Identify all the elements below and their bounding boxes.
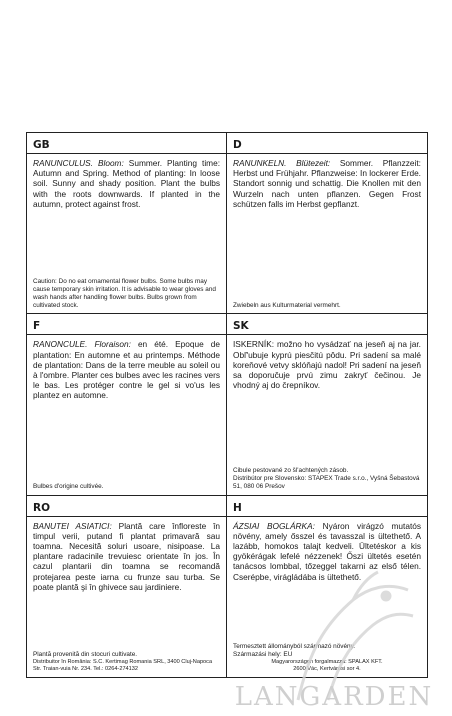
cell-footer [33, 483, 220, 491]
cell-footer [233, 467, 421, 490]
plant-name: RANUNKELN. Blütezeit: [233, 158, 331, 168]
cell-footer [233, 302, 421, 310]
footer-line: Termesztett állományból származó növény. [233, 643, 356, 651]
instructions: možno ho vysádzať na jeseň aj na jar. Obľ'ubuje kyprú piesčitú pôdu. Pri sadení sa malé koreňové vetvy sklóňajú nadol! Pri sadení na jeseň sa doporučuje prvú zimu zakryť čečinou. Je vhodný aj do črepníkov. [233, 339, 421, 391]
instructions: Plantă care înfloreste în timpul verii, putand fi plantat primavară sau toamna. Necesită soluri usoare, nisipoase. La plantare radacinile trevuiesc orientate în jos. În cazul plantarii din toamna se recomandă protejarea peste iarna cu frunze sau turba. Se poate plantă şi în ghivece sau jardiniere. [33, 520, 220, 592]
instructions: en été. Epoque de plantation: En automne et au printemps. Méthode de plantation: Dans de la terre meuble au soleil ou à l'ombre. Planter ces bulbes avec les racines vers le bas. Les protéger contre le gel si vo'us les plantez en automne. [33, 339, 221, 401]
footer-line: Cibule pestované zo šl'achtených zásob. [233, 467, 349, 475]
cell-footer [33, 278, 220, 309]
footer-line: Magyarországon forgalmazza: SPALAX KFT. [271, 658, 383, 665]
footer-line: Zwiebeln aus Kulturmaterial vermehrt. [233, 301, 341, 309]
language-code: D [227, 139, 427, 154]
instructions: Sommer. Pflanzzeit: Herbst und Frühjahr. Pflanzweise: In lockerer Erde. Standort sonnig und schattig. Die Knollen mit den Wurzeln nach unten pflanzen. Gegen Frost schützen falls im Herbst gepflanzt. [233, 158, 421, 209]
cell-d [227, 133, 427, 314]
cell-footer [233, 643, 421, 673]
planting-text [233, 158, 421, 209]
cell-h [227, 496, 427, 677]
instructions: Nyáron virágzó mutatós növény, amely ősszel és tavasszal is ültethető. A lazább, homokos talajt kedveli. Ültetéskor a kis gyökérágak lefelé nézzenek! Őszi ültetés esetén tanácsos lombbal, tőzeggel takarni az első télen. Cserépbe, virágládába is ültethető. [233, 520, 422, 582]
plant-name: RANUNCULUS. Bloom: [33, 158, 124, 168]
planting-text [33, 521, 220, 592]
plant-name: BANUTEI ASIATICI: [33, 520, 112, 531]
language-code: H [227, 502, 427, 517]
cell-f [27, 314, 227, 495]
planting-text [33, 158, 220, 209]
planting-text [33, 339, 220, 400]
plant-name: RANONCULE. Floraison: [33, 339, 131, 350]
language-code: F [27, 320, 226, 335]
plant-name: ÁZSIAI BOGLÁRKA: [233, 520, 315, 531]
language-code: GB [27, 139, 226, 154]
footer-line: Plantă provenită din stocuri cultivate. [33, 651, 138, 659]
label-grid [26, 132, 428, 678]
cell-gb [27, 133, 227, 314]
cell-footer [33, 651, 220, 673]
footer-line: Származási hely: EU [233, 651, 293, 659]
footer-line: Bulbes d'origine cultivée. [33, 482, 104, 490]
cell-sk [227, 314, 427, 495]
footer-line: Caution: Do no eat ornamental flower bulbs. Some bulbs may cause temporary skin irritation. It is advisable to wear gloves and wash hands after handling flower bulbs. Bulbs grown from cultivated stock. [33, 278, 216, 309]
language-code: SK [227, 320, 427, 335]
plant-name: ISKERNÍK: [233, 339, 275, 350]
brand-watermark: LANGARDEN [234, 682, 434, 712]
planting-text [233, 521, 421, 582]
planting-text [233, 339, 421, 390]
language-code: RO [27, 502, 226, 517]
footer-line: Distribútor pre Slovensko: STAPEX Trade s.r.o., Vyšná Šebastová 51, 080 06 Prešov [233, 475, 420, 490]
footer-line: Distribuitor în România: S.C. Kertimag Romania SRL, 3400 Cluj-Napoca Str. Traian-vuia Nr. 234. Tel.: 0264-274132 [33, 658, 213, 672]
footer-line: 2600 Vác, Kertvárosi sor 4. [293, 665, 361, 672]
cell-ro [27, 496, 227, 677]
instructions: Summer. Planting time: Autumn and Spring. Method of planting: In loose soil. Sunny and shady position. Plant the bulbs with the roots downwards. If planted in the autumn, protect against frost. [33, 158, 220, 209]
